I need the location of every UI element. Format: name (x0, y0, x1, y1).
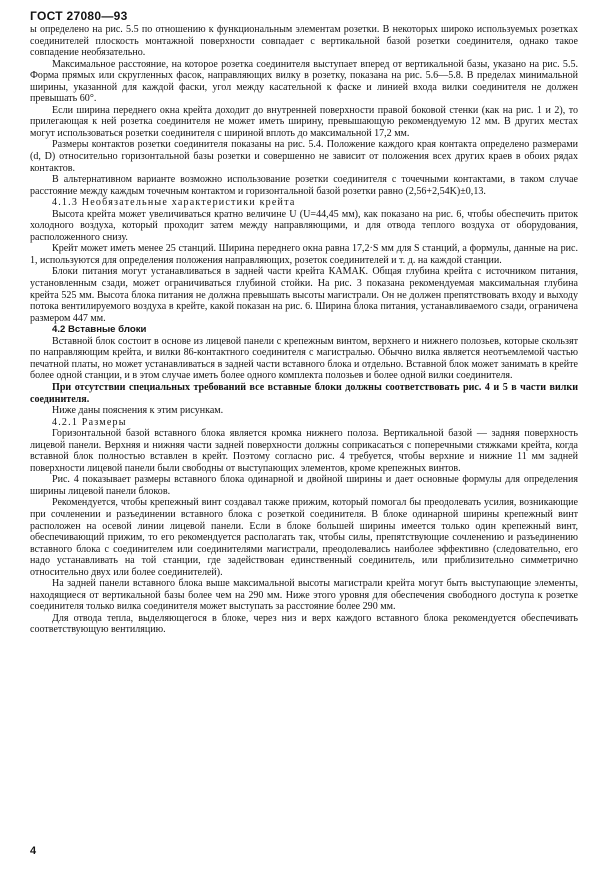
paragraph-p8: Крейт может иметь менее 25 станций. Ширина переднего окна равна 17,2·S мм для S станций, а формулы, данные на рис. 1, используются для определения положения направляющих, розеток соединителей и т. д. на каждой станции. (30, 243, 578, 266)
paragraph-p13: Ниже даны пояснения к этим рисункам. (52, 405, 224, 417)
paragraph-p1: ы определено на рис. 5.5 по отношению к функциональным элементам розетки. В некоторых широко используемых розетках соединителей плоскость монтажной поверхности совпадает с вертикальной базой розетки соединителя, однако такое совпадение необязательно. (30, 24, 578, 59)
paragraph-p19: Для отвода тепла, выделяющегося в блоке, через низ и верх каждого вставного блока рекомендуется обеспечивать соответствующую вентиляцию. (30, 612, 578, 636)
paragraph-p12: При отсутствии специальных требований все вставные блоки должны соответствовать рис. 4 и 5 в части вилки соединителя. (30, 381, 578, 405)
page-number: 4 (30, 845, 37, 857)
paragraph-p3: Если ширина переднего окна крейта доходит до внутренней поверхности правой боковой стенки (как на рис. 1 и 2), то прилегающая к ней розетка соединителя не может иметь ширину, превышающую рекомендуемую 12 мм. В других местах могут использоваться розетки соединителя с шириной вплоть до максимальной 17,2 мм. (30, 104, 578, 139)
paragraph-p14: 4.2.1 Размеры (52, 416, 127, 428)
paragraph-p6: 4.1.3 Необязательные характеристики крейта (52, 197, 296, 209)
document-header: ГОСТ 27080—93 (30, 9, 128, 23)
paragraph-p5: В альтернативном варианте возможно использование розетки соединителя с точечными контактами, в таком случае расстояние между каждым точечным контактом и горизонтальной базой розетки равно (2,56+2,54K)±0,13. (30, 174, 578, 197)
paragraph-p18: На задней панели вставного блока выше максимальной высоты магистрали крейта могут быть выступающие элементы, находящиеся от вертикальной базы более чем на 290 мм. Ниже этого уровня для обеспечения свободного доступа к розетке соединителя только вилка соединителя может выступать за расстояние более 290 мм. (30, 578, 578, 613)
paragraph-p9: Блоки питания могут устанавливаться в задней части крейта КАМАК. Общая глубина крейта с источником питания, установленным сзади, может ограничиваться глубиной стойки. На рис. 3 показана рекомендуемая максимальная глубина крейта 525 мм. Высота блока питания не должна превышать высоты магистрали. Он не должен препятствовать входу и выходу потока вентилируемого воздуха в крейте, какой показан на рис. 6. Ширина блока питания, устанавливаемого сзади, ограничена размером 447 мм. (30, 266, 578, 324)
document-body (30, 24, 578, 636)
paragraph-p15: Горизонтальной базой вставного блока является кромка нижнего полоза. Вертикальной базой — задняя поверхность лицевой панели. Верхняя и нижняя части задней поверхности должны соприкасаться с поперечными стяжками крейта, когда вставной блок полностью вставлен в крейт. Поэтому согласно рис. 4 требуется, чтобы верхние и нижние 11 мм задней поверхности лицевой панели были свободны от выступающих элементов, кроме крепежных винтов. (30, 428, 578, 474)
paragraph-p16: Рис. 4 показывает размеры вставного блока одинарной и двойной ширины и дает основные формулы для определения ширины лицевой панели блоков. (30, 474, 578, 497)
paragraph-p17: Рекомендуется, чтобы крепежный винт создавал также прижим, который помогал бы преодолевать усилия, возникающие при сочленении и разъединении вставного блока с розеткой соединителя. В блоке одинарной ширины крепежный винт расположен на осевой линии лицевой панели. Если в блоке большей ширины имеется только один крепежный винт, обеспечивающий прижим, то его рекомендуется располагать так, чтобы силы, препятствующие сочленению и разъединению вставного блока с соединителем или соединителями магистрали, преодолевались наиболее эффективно (следовательно, его надо устанавливать на той станции, где задействован единственный соединитель, или приблизительно симметрично относительно двух или более соединителей). (30, 497, 578, 578)
document-page (30, 10, 578, 636)
paragraph-p7: Высота крейта может увеличиваться кратно величине U (U=44,45 мм), как показано на рис. 6, чтобы обеспечить приток холодного воздуха, который проходит затем между направляющими, и для отвода теплого воздуха от оборудования, расположенного снизу. (30, 208, 578, 243)
paragraph-p11: Вставной блок состоит в основе из лицевой панели с крепежным винтом, верхнего и нижнего полозьев, которые скользят по направляющим крейта, и вилки 86-контактного соединителя с магистралью. Обычно вилка является неотъемлемой частью печатной платы, но может устанавливаться в задней части вставного блока и отдельно. Вставной блок может занимать в крейте более одной станции, и в этом случае иметь более одного комплекта полозьев и более одной вилки соединителя. (30, 335, 578, 382)
paragraph-p4: Размеры контактов розетки соединителя показаны на рис. 5.4. Положение каждого края контакта определено размерами (d, D) относительно горизонтальной базы розетки и совершенно не зависит от положения всех других краев в обоих рядах контактов. (30, 139, 578, 174)
paragraph-p2: Максимальное расстояние, на которое розетка соединителя выступает вперед от вертикальной базы, указано на рис. 5.5. Форма прямых или скругленных фасок, направляющих вилку в розетку, показана на рис. 5.6—5.8. В пределах минимальной ширины, указанной для каждой фаски, угол между касательной к фаске и линией входа вилки соединителя не должен превышать 60°. (30, 58, 578, 105)
paragraph-p10: 4.2 Вставные блоки (52, 324, 147, 336)
